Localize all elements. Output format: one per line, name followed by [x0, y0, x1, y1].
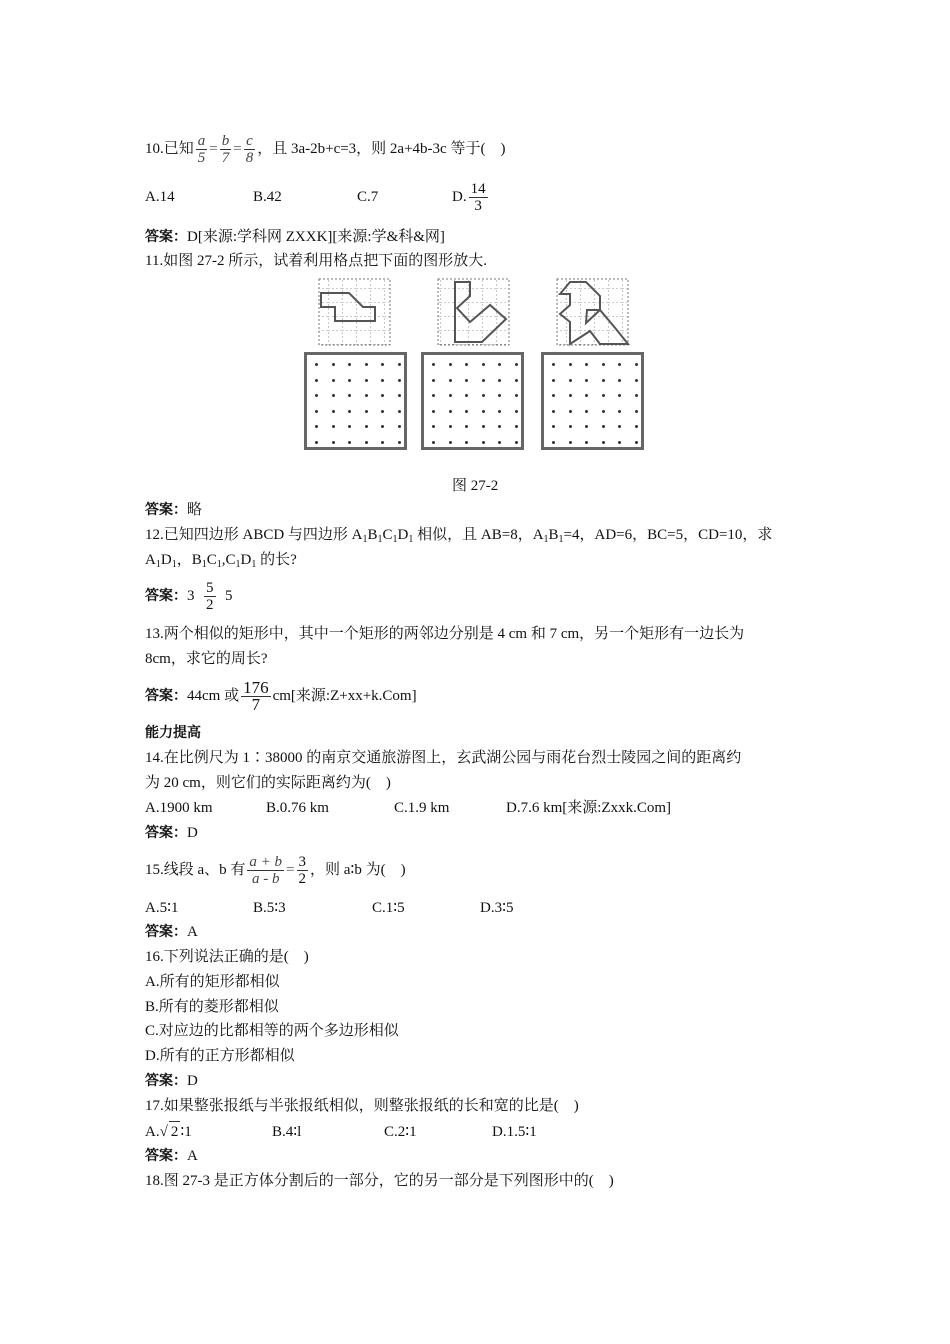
- grid-dot: [569, 410, 572, 413]
- small-grid-1: [319, 279, 390, 345]
- grid-dot: [365, 363, 368, 366]
- q18-line: 18.图 27-3 是正方体分割后的一部分，它的另一部分是下列图形中的( ): [145, 1173, 614, 1189]
- grid-dot: [315, 441, 318, 444]
- text: A: [145, 552, 156, 568]
- dot-grid-3: [541, 352, 644, 450]
- q16-option-a: A.所有的矩形都相似: [145, 974, 280, 990]
- grid-dot: [465, 425, 468, 428]
- fraction: [469, 181, 488, 214]
- grid-dot: [569, 425, 572, 428]
- frac-num: 5: [206, 580, 214, 596]
- sub: 1: [392, 534, 398, 545]
- answer-label: 答案：: [145, 1073, 187, 1089]
- answer-text: A: [187, 1148, 198, 1164]
- grid-dot: [348, 441, 351, 444]
- answer-label: 答案：: [145, 502, 187, 518]
- frac-den: 7: [251, 695, 261, 714]
- grid-dot: [635, 410, 638, 413]
- sub: 1: [201, 559, 207, 570]
- grid-dot: [365, 441, 368, 444]
- grid-dot: [635, 363, 638, 366]
- frac-num: 14: [470, 181, 486, 197]
- grid-dot: [498, 379, 501, 382]
- grid-dot: [348, 363, 351, 366]
- q10-options: [145, 181, 490, 214]
- grid-dot: [381, 379, 384, 382]
- text: C: [206, 552, 217, 568]
- grid-dot: [348, 410, 351, 413]
- fraction: [204, 580, 216, 613]
- grid-dot: [398, 410, 401, 413]
- grid-dot: [449, 379, 452, 382]
- grid-dot: [552, 379, 555, 382]
- sub: 1: [558, 534, 564, 545]
- sqrt-value: 2: [169, 1121, 181, 1142]
- option-a: A.14: [145, 188, 175, 205]
- text: B: [548, 527, 559, 543]
- q13-answer: [145, 680, 417, 713]
- dot-grid-1: [304, 352, 407, 450]
- text: ，则 a∶b 为( ): [310, 861, 406, 878]
- frac-num: a + b: [249, 854, 283, 870]
- fraction: [247, 854, 284, 887]
- section-title: 能力提高: [145, 725, 201, 741]
- grid-dot: [332, 425, 335, 428]
- text: ,C: [221, 552, 236, 568]
- frac-den: a - b: [251, 871, 280, 887]
- q14-line-2: 为 20 cm，则它们的实际距离约为( ): [145, 775, 391, 791]
- grid-dot: [315, 425, 318, 428]
- grid-dot: [498, 425, 501, 428]
- grid-dot: [585, 410, 588, 413]
- grid-dot: [482, 425, 485, 428]
- option-b: B.42: [253, 188, 282, 205]
- grid-dot: [365, 394, 368, 397]
- text: 44cm 或: [187, 687, 240, 704]
- frac-num: c: [246, 133, 253, 149]
- grid-dot: [365, 425, 368, 428]
- value: 3: [187, 587, 195, 604]
- equals: =: [233, 140, 242, 157]
- grid-dot: [449, 425, 452, 428]
- grid-dot: [365, 379, 368, 382]
- frac-num: b: [221, 133, 230, 149]
- grid-dot: [432, 379, 435, 382]
- q16-option-c: C.对应边的比都相等的两个多边形相似: [145, 1023, 399, 1039]
- q14-options: [145, 798, 671, 818]
- grid-dot: [552, 394, 555, 397]
- grid-dot: [482, 379, 485, 382]
- q15-line: [145, 854, 406, 887]
- option-d: D.1.5∶1: [492, 1124, 537, 1140]
- grid-dot: [498, 394, 501, 397]
- grid-dot: [515, 410, 518, 413]
- grid-dot: [552, 410, 555, 413]
- grid-dot: [381, 441, 384, 444]
- answer-text: A: [187, 924, 198, 940]
- q12-line-1: [145, 525, 772, 545]
- grid-dot: [381, 425, 384, 428]
- grid-dot: [498, 363, 501, 366]
- grid-dot: [498, 441, 501, 444]
- q17-options: [145, 1121, 537, 1142]
- grid-dot: [348, 394, 351, 397]
- q14-line-1: 14.在比例尺为 1∶38000 的南京交通旅游图上，玄武湖公园与雨花台烈士陵园之间的距离约: [145, 750, 742, 766]
- grid-dot: [381, 394, 384, 397]
- grid-dot: [348, 379, 351, 382]
- sub: 1: [362, 534, 368, 545]
- option-a: A.5∶1: [145, 900, 179, 916]
- grid-dot: [465, 379, 468, 382]
- grid-dot: [315, 394, 318, 397]
- option-b: B.4∶l: [272, 1124, 302, 1140]
- grid-dot: [398, 441, 401, 444]
- fraction: [244, 133, 256, 166]
- sub: 1: [155, 559, 161, 570]
- grid-dot: [465, 410, 468, 413]
- q16-line: 16.下列说法正确的是( ): [145, 949, 309, 965]
- grid-dot: [602, 425, 605, 428]
- answer-text: D: [187, 825, 198, 841]
- grid-dot: [449, 394, 452, 397]
- fraction: [220, 133, 232, 166]
- grid-dot: [398, 379, 401, 382]
- answer-label: 答案：: [145, 229, 187, 245]
- grid-dot: [602, 410, 605, 413]
- grid-dot: [552, 441, 555, 444]
- grid-dot: [432, 425, 435, 428]
- q10-suffix: ，且 3a-2b+c=3，则 2a+4b-3c 等于( ): [257, 140, 506, 157]
- grid-dot: [552, 425, 555, 428]
- grid-dot: [515, 363, 518, 366]
- text: ∶1: [180, 1124, 192, 1140]
- fraction: [241, 680, 271, 713]
- frac-den: 2: [298, 871, 307, 887]
- grid-dot: [432, 410, 435, 413]
- grid-dot: [635, 425, 638, 428]
- grid-dot: [602, 363, 605, 366]
- grid-dot: [432, 363, 435, 366]
- grid-dot: [332, 363, 335, 366]
- grid-dot: [515, 379, 518, 382]
- text: D: [397, 527, 409, 543]
- grid-dot: [315, 410, 318, 413]
- q10-answer: [145, 227, 445, 247]
- grid-dot: [515, 425, 518, 428]
- grid-dot: [432, 441, 435, 444]
- answer-text: D[来源:学科网 ZXXK][来源:学&科&网]: [187, 229, 445, 245]
- option-b: B.5∶3: [253, 900, 286, 916]
- grid-dot: [602, 394, 605, 397]
- grid-dot: [398, 425, 401, 428]
- q17-line: 17.如果整张报纸与半张报纸相似，则整张报纸的长和宽的比是( ): [145, 1098, 579, 1114]
- grid-dot: [569, 441, 572, 444]
- text: B: [367, 527, 378, 543]
- grid-dot: [635, 379, 638, 382]
- q10-line: [145, 133, 505, 166]
- grid-dot: [432, 394, 435, 397]
- frac-num: 3: [298, 854, 307, 870]
- grid-dot: [515, 441, 518, 444]
- grid-dot: [449, 441, 452, 444]
- q13-line-1: 13.两个相似的矩形中，其中一个矩形的两邻边分别是 4 cm 和 7 cm，另一个矩形有一边长为: [145, 626, 745, 642]
- option-a: A.1900 km: [145, 800, 213, 816]
- option-d: D.3∶5: [480, 900, 514, 916]
- sub: 1: [377, 534, 383, 545]
- option-c: C.1.9 km: [394, 800, 450, 816]
- grid-dot: [365, 410, 368, 413]
- q16-option-d: D.所有的正方形都相似: [145, 1048, 295, 1064]
- fraction: [297, 854, 309, 887]
- grid-dot: [569, 379, 572, 382]
- text: cm[来源:Z+xx+k.Com]: [272, 687, 417, 704]
- sub: 1: [216, 559, 222, 570]
- frac-den: 3: [474, 198, 482, 214]
- grid-dot: [618, 363, 621, 366]
- q13-line-2: 8cm，求它的周长?: [145, 651, 268, 667]
- text: 12.已知四边形 ABCD 与四边形 A: [145, 527, 363, 543]
- grid-dot: [381, 363, 384, 366]
- grid-dot: [585, 379, 588, 382]
- grid-dot: [618, 441, 621, 444]
- answer-label: 答案：: [145, 587, 187, 604]
- frac-num: a: [197, 133, 206, 149]
- text: 15.线段 a、b 有: [145, 861, 246, 878]
- grid-dot: [332, 394, 335, 397]
- equals: =: [286, 861, 295, 878]
- sub: 1: [408, 534, 414, 545]
- grid-dot: [332, 379, 335, 382]
- grid-dot: [585, 425, 588, 428]
- text: 相似，且 AB=8，A: [413, 527, 544, 543]
- q10-prefix: 10.已知: [145, 140, 194, 157]
- sub: 1: [251, 559, 257, 570]
- answer-label: 答案：: [145, 1148, 187, 1164]
- answer-label: 答案：: [145, 924, 187, 940]
- grid-dot: [515, 394, 518, 397]
- text: D: [160, 552, 172, 568]
- sqrt-sign: √: [159, 1124, 168, 1140]
- grid-dot: [602, 441, 605, 444]
- answer-text: 略: [187, 502, 203, 518]
- text: 的长?: [256, 552, 297, 568]
- fraction: [196, 133, 208, 166]
- grid-dot: [381, 410, 384, 413]
- grid-dot: [585, 394, 588, 397]
- dot-grid-2: [421, 352, 524, 450]
- answer-label: 答案：: [145, 687, 187, 704]
- frac-num: 176: [243, 678, 269, 697]
- grid-dot: [585, 363, 588, 366]
- sub: 1: [171, 559, 177, 570]
- frac-den: 7: [221, 150, 230, 166]
- option-c: C.2∶1: [384, 1124, 417, 1140]
- grid-dot: [332, 441, 335, 444]
- text: D: [240, 552, 252, 568]
- grid-dot: [585, 441, 588, 444]
- grid-dot: [449, 410, 452, 413]
- figure-caption: 图 27-2: [452, 478, 499, 494]
- option-d: D.7.6 km[来源:Zxxk.Com]: [506, 800, 671, 816]
- grid-dot: [482, 363, 485, 366]
- q11-answer: [145, 500, 202, 520]
- grid-dot: [332, 410, 335, 413]
- grid-dot: [315, 379, 318, 382]
- grid-dot: [498, 410, 501, 413]
- option-c: C.1∶5: [372, 900, 405, 916]
- option-c: C.7: [357, 188, 379, 205]
- option-a: [145, 1121, 272, 1142]
- option-b: B.0.76 km: [266, 800, 329, 816]
- option-d: D.: [452, 188, 467, 205]
- q12-answer: [145, 580, 233, 613]
- grid-dot: [398, 363, 401, 366]
- text: =4，AD=6，BC=5，CD=10，求: [563, 527, 773, 543]
- q17-answer: [145, 1146, 198, 1166]
- grid-dot: [482, 410, 485, 413]
- grid-dot: [449, 363, 452, 366]
- q12-line-2: [145, 550, 297, 570]
- frac-den: 2: [206, 597, 214, 613]
- q15-options: [145, 898, 514, 918]
- grid-dot: [465, 394, 468, 397]
- text: A.: [145, 1124, 160, 1140]
- grid-dot: [635, 394, 638, 397]
- grid-dot: [315, 363, 318, 366]
- grid-dot: [552, 363, 555, 366]
- sub: 1: [235, 559, 241, 570]
- grid-dot: [482, 394, 485, 397]
- grid-dot: [465, 441, 468, 444]
- grid-dot: [602, 379, 605, 382]
- frac-den: 5: [197, 150, 206, 166]
- value: 5: [225, 587, 233, 604]
- answer-label: 答案：: [145, 825, 187, 841]
- grid-dot: [618, 394, 621, 397]
- q16-option-b: B.所有的菱形都相似: [145, 999, 279, 1015]
- grid-dot: [348, 425, 351, 428]
- grid-dot: [465, 363, 468, 366]
- answer-text: D: [187, 1073, 198, 1089]
- grid-dot: [482, 441, 485, 444]
- frac-den: 8: [245, 150, 254, 166]
- equals: =: [209, 140, 218, 157]
- text: ，B: [176, 552, 202, 568]
- q15-answer: [145, 922, 198, 942]
- grid-dot: [569, 363, 572, 366]
- text: C: [382, 527, 393, 543]
- sub: 1: [543, 534, 549, 545]
- q14-answer: [145, 823, 198, 843]
- grid-dot: [618, 379, 621, 382]
- q16-answer: [145, 1071, 198, 1091]
- grid-dot: [618, 425, 621, 428]
- grid-dot: [635, 441, 638, 444]
- q11-line: 11.如图 27-2 所示，试着利用格点把下面的图形放大.: [145, 253, 487, 269]
- grid-dot: [398, 394, 401, 397]
- grid-dot: [618, 410, 621, 413]
- grid-dot: [569, 394, 572, 397]
